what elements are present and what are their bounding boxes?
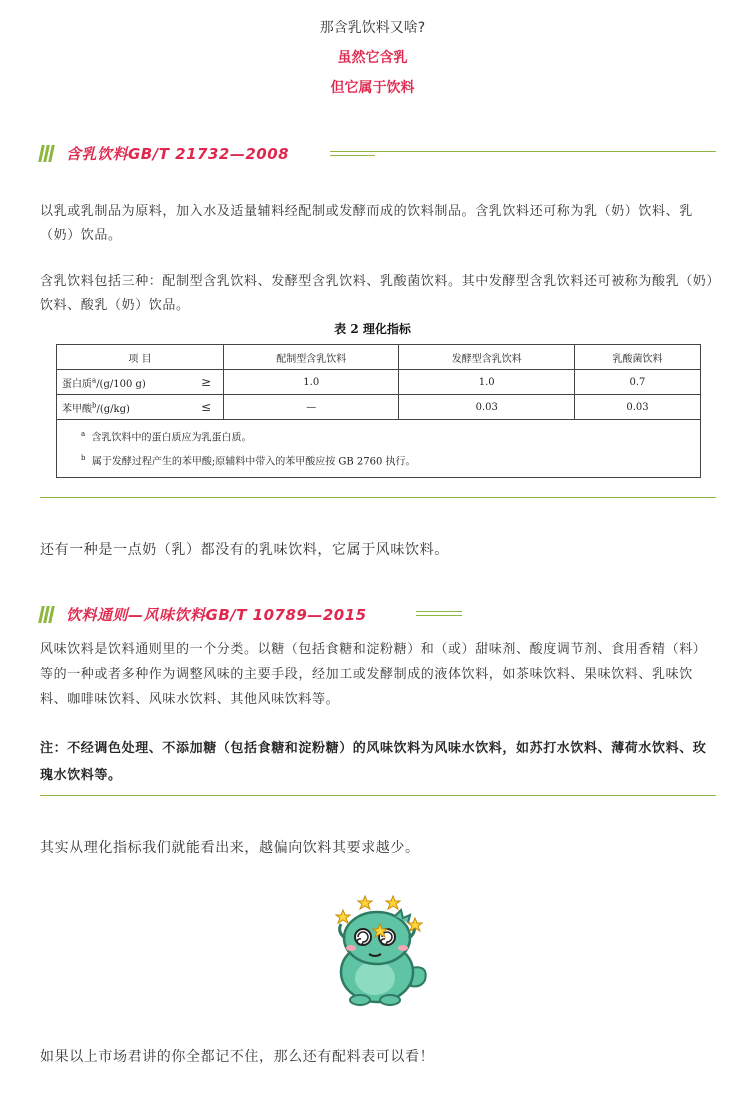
table-header-cell: 乳酸菌饮料 — [574, 345, 700, 370]
section1-paragraph-1: 以乳或乳制品为原料，加入水及适量辅料经配制或发酵而成的饮料制品。含乳饮料还可称为乳（奶）饮料、乳（奶）饮品。 — [40, 204, 693, 243]
table-row — [57, 370, 701, 395]
table-cell: 1.0 — [224, 370, 399, 395]
section1-title: 含乳饮料GB/T 21732—2008 — [66, 145, 290, 163]
dizzy-dinosaur-mascot-icon — [325, 890, 435, 1010]
table-note: $^a$ 含乳饮料中的蛋白质应为乳蛋白质。 — [81, 430, 252, 444]
table-header-row — [57, 345, 701, 370]
divider — [40, 497, 716, 498]
table-cell: 0.7 — [574, 370, 700, 395]
section2-note: 注：不经调色处理、不添加糖（包括食糖和淀粉糖）的风味饮料为风味水饮料，如苏打水饮料、薄荷水饮料、玫瑰水饮料等。 — [40, 741, 707, 783]
table-notes — [57, 420, 701, 478]
table-cell: 1.0 — [399, 370, 574, 395]
row-item: 蛋白质$^a$/(g/100 g) — [57, 370, 190, 395]
section1-heading — [40, 143, 720, 165]
table-cell: 0.03 — [399, 395, 574, 420]
section2-heading — [40, 604, 720, 626]
section2-paragraph: 风味饮料是饮料通则里的一个分类。以糖（包括食糖和淀粉糖）和（或）甜味剂、酸度调节剂、食用香精（料）等的一种或者多种作为调整风味的主要手段，经加工或发酵制成的液体饮料，如茶味饮料、果味饮料、乳味饮料、咖啡味饮料、风味水饮料、其他风味饮料等。 — [40, 642, 707, 707]
divider — [40, 795, 716, 796]
row-operator: ≤ — [189, 395, 224, 420]
section1-paragraph-2: 含乳饮料包括三种：配制型含乳饮料、发酵型含乳饮料、乳酸菌饮料。其中发酵型含乳饮料还可被称为酸乳（奶）饮料、酸乳（奶）饮品。 — [40, 274, 714, 313]
intro-red-line-2: 但它属于饮料 — [330, 80, 415, 96]
table-caption: 表 2 理化指标 — [334, 322, 411, 336]
row-operator: ≥ — [189, 370, 224, 395]
table-header-cell: 配制型含乳饮料 — [224, 345, 399, 370]
row-item: 苯甲酸$^b$/(g/kg) — [57, 395, 190, 420]
heading-bars-icon — [40, 145, 55, 166]
footer-text: 如果以上市场君讲的你全都记不住，那么还有配料表可以看！ — [40, 1049, 435, 1065]
middle-text: 还有一种是一点奶（乳）都没有的乳味饮料，它属于风味饮料。 — [40, 542, 449, 558]
table-cell: 0.03 — [574, 395, 700, 420]
intro-red-line-1: 虽然它含乳 — [337, 50, 408, 66]
table-note: $^b$ 属于发酵过程产生的苯甲酸;原辅料中带入的苯甲酸应按 GB 2760 执行。 — [81, 454, 416, 468]
heading-deco-lines — [416, 611, 462, 617]
table-row — [57, 395, 701, 420]
table-header-cell: 项 目 — [57, 345, 224, 370]
heading-bars-icon — [40, 606, 55, 627]
spec-table — [56, 344, 701, 478]
heading-deco-lines — [330, 151, 716, 157]
intro-question: 那含乳饮料又啥? — [319, 20, 426, 36]
section2-title: 饮料通则—风味饮料GB/T 10789—2015 — [66, 606, 367, 624]
table-notes-row — [57, 420, 701, 478]
conclusion-text: 其实从理化指标我们就能看出来，越偏向饮料其要求越少。 — [40, 840, 420, 856]
table-header-cell: 发酵型含乳饮料 — [399, 345, 574, 370]
table-cell: — — [224, 395, 399, 420]
